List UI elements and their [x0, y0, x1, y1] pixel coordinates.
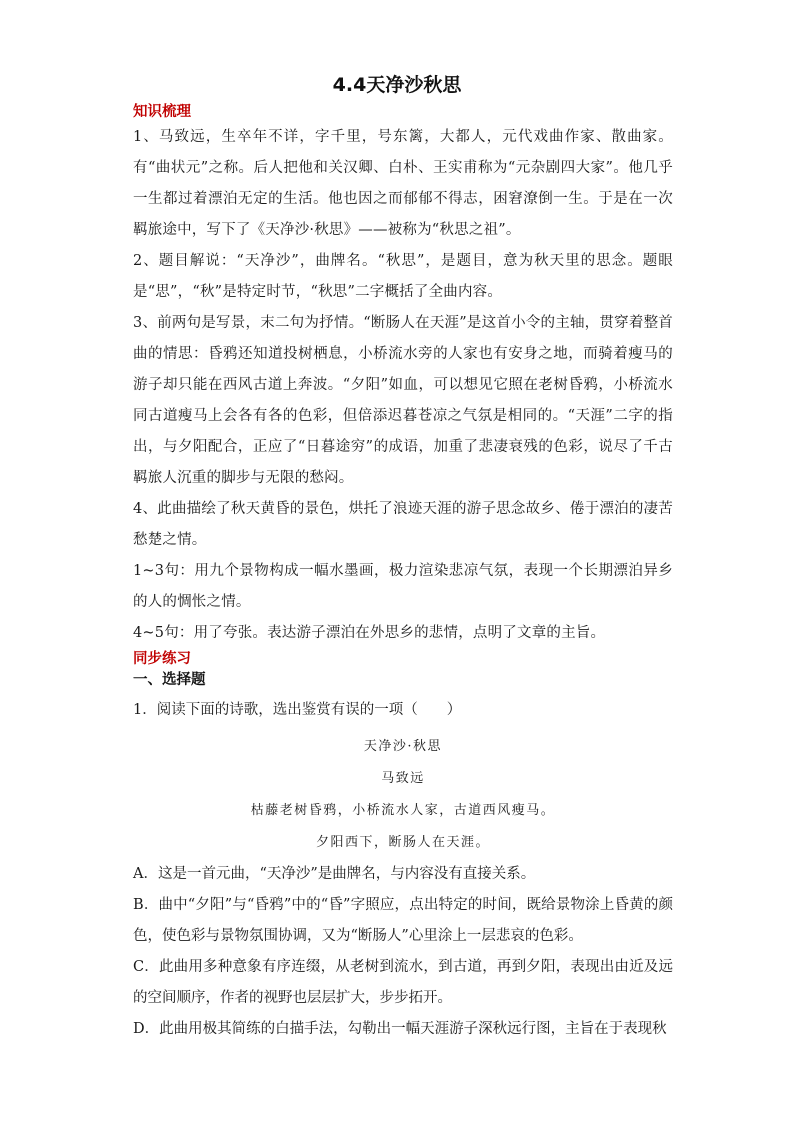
paragraph-2: 2、题目解说：“天净沙”，曲牌名。“秋思”，是题目，意为秋天里的思念。题眼是“思”，“秋”是特定时节，“秋思”二字概括了全曲内容。 [133, 253, 673, 300]
question-1: 1．阅读下面的诗歌，选出鉴赏有误的一项（ ） [133, 702, 462, 718]
section-heading-knowledge: 知识梳理 [133, 104, 191, 120]
poem-line-2: 夕阳西下，断肠人在天涯。 [315, 835, 490, 850]
paragraph-3: 3、前两句是写景，末二句为抒情。“断肠人在天涯”是这首小令的主轴，贯穿着整首曲的情思：昏鸦还知道投树栖息，小桥流水旁的人家也有安身之地，而骑着瘦马的游子却只能在西风古道上奔波。“夕阳”如血，可以想见它照在老树昏鸦，小桥流水同古道瘦马上会各有各的色彩，但倍添迟暮苍凉之气氛是相同的。“天涯”二字的指出，与夕阳配合，正应了“日暮途穷”的成语，加重了悲凄衰残的色彩，说尽了千古羁旅人沉重的脚步与无限的愁闷。 [133, 315, 673, 486]
section-heading-practice: 同步练习 [133, 651, 191, 667]
option-d: D．此曲用极其简练的白描手法，勾勒出一幅天涯游子深秋远行图，主旨在于表现秋 [133, 1021, 667, 1037]
document-body [133, 102, 673, 1045]
paragraph-5: 1~3句：用九个景物构成一幅水墨画，极力渲染悲凉气氛，表现一个长期漂泊异乡的人的惆怅之情。 [133, 563, 673, 610]
paragraph-6: 4~5句：用了夸张。表达游子漂泊在外思乡的悲情，点明了文章的主旨。 [133, 625, 606, 641]
option-a: A．这是一首元曲，“天净沙”是曲牌名，与内容没有直接关系。 [133, 866, 536, 882]
poem-line-1: 枯藤老树昏鸦，小桥流水人家，古道西风瘦马。 [250, 803, 556, 818]
subheading-multiple-choice: 一、选择题 [133, 672, 206, 688]
option-c: C．此曲用多种意象有序连缀，从老树到流水，到古道，再到夕阳，表现出由近及远的空间顺序，作者的视野也层层扩大，步步拓开。 [133, 959, 673, 1006]
paragraph-1: 1、马致远，生卒年不详，字千里，号东篱，大都人，元代戏曲作家、散曲家。有“曲状元”之称。后人把他和关汉卿、白朴、王实甫称为“元杂剧四大家”。他几乎一生都过着漂泊无定的生活。他也因之而郁郁不得志，困窘潦倒一生。于是在一次羁旅途中，写下了《天净沙·秋思》——被称为“秋思之祖”。 [133, 129, 673, 238]
poem-author: 马致远 [381, 771, 425, 786]
poem-title: 天净沙·秋思 [363, 739, 443, 754]
paragraph-4: 4、此曲描绘了秋天黄昏的景色，烘托了浪迹天涯的游子思念故乡、倦于漂泊的凄苦愁楚之情。 [133, 501, 673, 548]
option-b: B．曲中“夕阳”与“昏鸦”中的“昏”字照应，点出特定的时间，既给景物涂上昏黄的颜色，使色彩与景物氛围协调，又为“断肠人”心里涂上一层悲哀的色彩。 [133, 897, 673, 944]
page-title: 4.4天净沙秋思 [332, 74, 462, 96]
